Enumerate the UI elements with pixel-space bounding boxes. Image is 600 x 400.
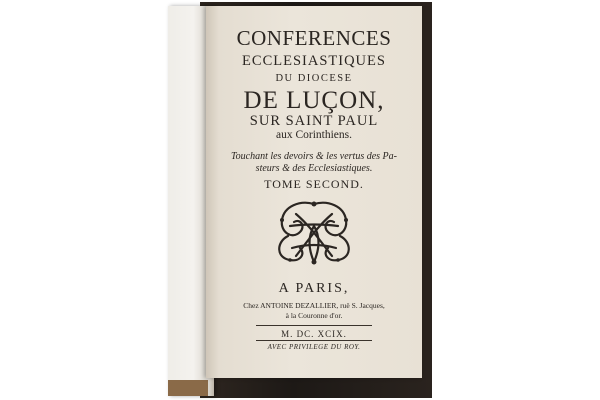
imprint-year: M. DC. XCIX. [281,329,347,339]
printer-line-1: Chez ANTOINE DEZALLIER, ruë S. Jacques, [243,301,385,310]
monogram-ornament-icon [270,196,358,268]
binding-edge [168,380,208,396]
title-line-1: CONFERENCES [236,26,392,50]
title-line-4: DE LUÇON, [243,87,385,114]
title-line-6: aux Corinthiens. [275,129,353,141]
title-page [206,6,422,378]
imprint-city: A PARIS, [278,281,350,296]
subtitle-line-2: steurs & des Ecclesiastiques. [255,163,373,174]
volume-label: TOME SECOND. [264,177,364,191]
subtitle-line-1: Touchant les devoirs & les vertus des Pa- [230,151,397,162]
title-line-2: ECCLESIASTIQUES [242,53,386,69]
divider-rule [256,340,372,341]
printer-line-2: à la Couronne d'or. [285,311,343,320]
title-line-5: SUR SAINT PAUL [249,113,379,129]
title-line-3: DU DIOCESE [275,73,353,84]
privilege-line: AVEC PRIVILEGE DU ROY. [267,343,361,351]
divider-rule [256,325,372,326]
